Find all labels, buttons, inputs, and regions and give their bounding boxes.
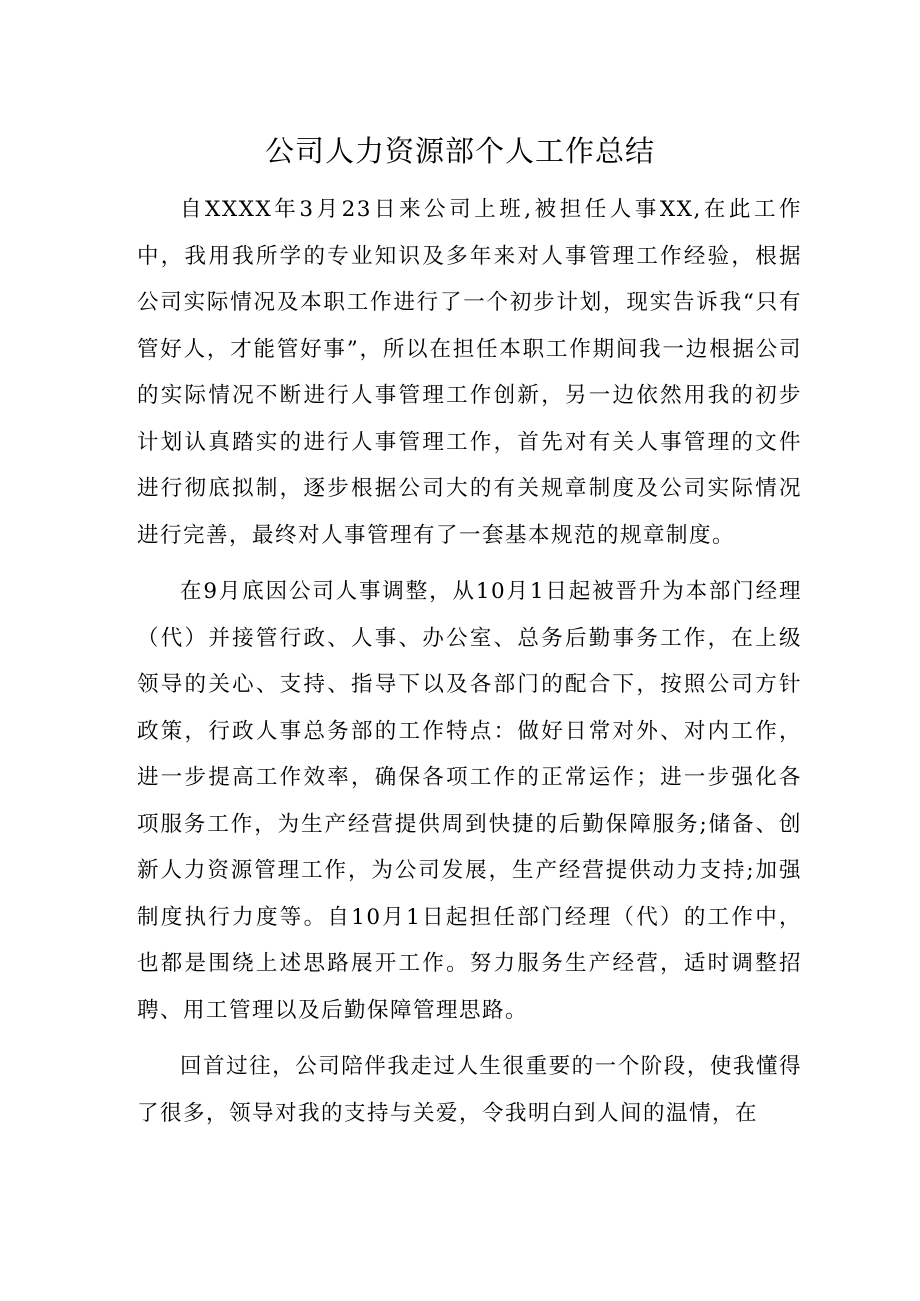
document-title: 公司人力资源部个人工作总结: [264, 134, 655, 168]
paragraph-promotion: 在9月底因公司人事调整，从10月1日起被晋升为本部门经理（代）并接管行政、人事、办公室、总务后勤事务工作，在上级领导的关心、支持、指导下以及各部门的配合下，按照公司方针政策，行政人事总务部的工作特点：做好日常对外、对内工作，进一步提高工作效率，确保各项工作的正常运作；进一步强化各项服务工作，为生产经营提供周到快捷的后勤保障服务;储备、创新人力资源管理工作，为公司发展，生产经营提供动力支持;加强制度执行力度等。自10月1日起担任部门经理（代）的工作中，也都是围绕上述思路展开工作。努力服务生产经营，适时调整招聘、用工管理以及后勤保障管理思路。: [137, 579, 802, 1023]
paragraph-reflection: 回首过往，公司陪伴我走过人生很重要的一个阶段，使我懂得了很多，领导对我的支持与关爱，令我明白到人间的温情，在: [137, 1054, 802, 1126]
paragraph-intro: 自XXXX年3月23日来公司上班,被担任人事XX,在此工作中，我用我所学的专业知识及多年来对人事管理工作经验，根据公司实际情况及本职工作进行了一个初步计划，现实告诉我“只有管好人，才能管好事”，所以在担任本职工作期间我一边根据公司的实际情况不断进行人事管理工作创新，另一边依然用我的初步计划认真踏实的进行人事管理工作，首先对有关人事管理的文件进行彻底拟制，逐步根据公司大的有关规章制度及公司实际情况进行完善，最终对人事管理有了一套基本规范的规章制度。: [137, 197, 802, 548]
document-body: [137, 187, 802, 1147]
